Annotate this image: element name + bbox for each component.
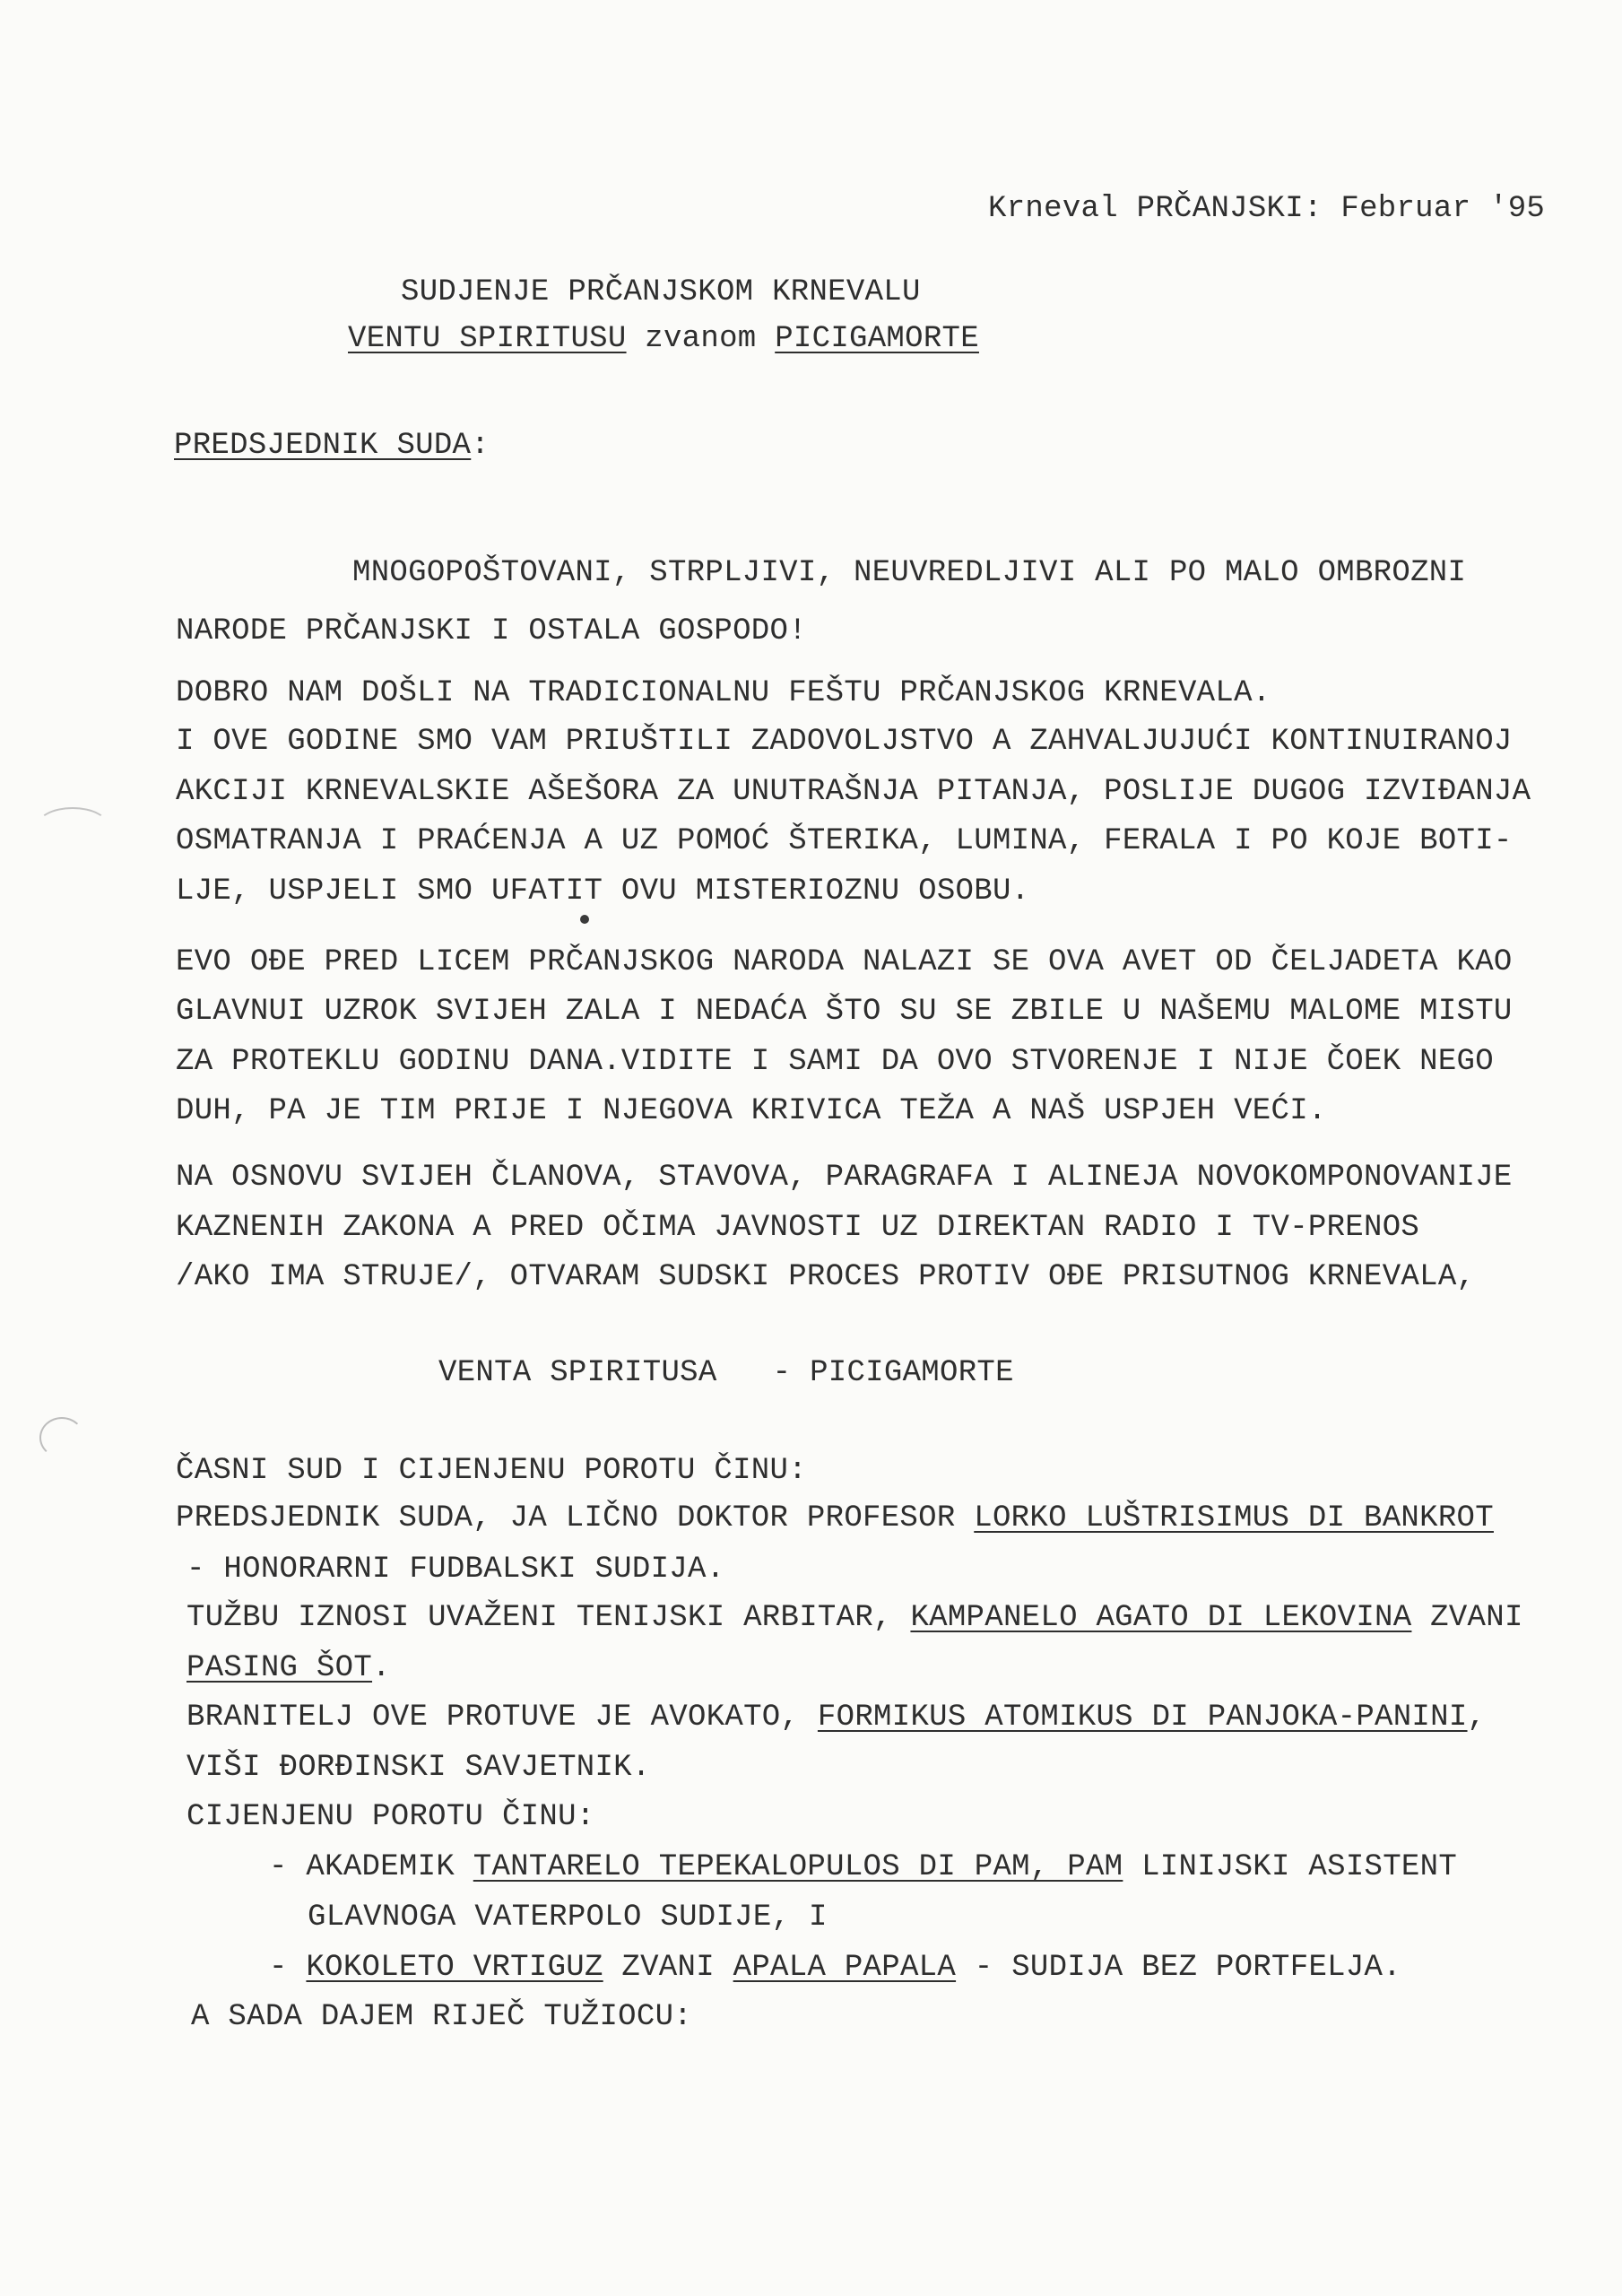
para3-line-1: EVO OĐE PRED LICEM PRČANJSKOG NARODA NALAZI SE OVA AVET OD ČELJADETA KAO xyxy=(176,945,1513,979)
court-heading: ČASNI SUD I CIJENJENU POROTU ČINU: xyxy=(176,1454,807,1488)
jury-member-1 xyxy=(269,1849,1457,1885)
title-connector: zvanom xyxy=(626,322,776,356)
prosecutor-alias-end: . xyxy=(372,1651,391,1685)
margin-punch-mark xyxy=(39,1417,84,1458)
para2-line-4: OSMATRANJA I PRAĆENJA A UZ POMOĆ ŠTERIKA, LUMINA, FERALA I PO KOJE BOTI- xyxy=(176,824,1513,858)
jury-member-2 xyxy=(269,1950,1401,1986)
speaker-colon: : xyxy=(471,429,490,463)
defender-comma: , xyxy=(1467,1700,1487,1735)
prosecutor-alias: PASING ŠOT xyxy=(186,1651,373,1685)
prosecutor-name: KAMPANELO AGATO DI LEKOVINA xyxy=(910,1601,1412,1635)
margin-punch-mark xyxy=(36,807,109,847)
defender-name: FORMIKUS ATOMIKUS DI PANJOKA-PANINI xyxy=(817,1700,1468,1735)
jury-member-1-cont: GLAVNOGA VATERPOLO SUDIJE, I xyxy=(308,1900,828,1935)
jury1-name: TANTARELO TEPEKALOPULOS DI PAM, PAM xyxy=(473,1850,1123,1884)
para4-line-1: NA OSNOVU SVIJEH ČLANOVA, STAVOVA, PARAGRAFA I ALINEJA NOVOKOMPONOVANIJE xyxy=(176,1161,1513,1195)
para4-line-2: KAZNENIH ZAKONA A PRED OČIMA JAVNOSTI UZ DIREKTAN RADIO I TV-PRENOS xyxy=(176,1211,1420,1245)
ink-dot xyxy=(580,915,589,924)
jury2-dash: - xyxy=(269,1951,307,1985)
jury1-intro: - AKADEMIK xyxy=(269,1850,473,1884)
jury-heading: CIJENJENU POROTU ČINU: xyxy=(186,1800,595,1834)
title-line-1: SUDJENJE PRČANJSKOM KRNEVALU xyxy=(401,275,921,309)
title-alias: PICIGAMORTE xyxy=(775,322,979,356)
prosecutor-intro: TUŽBU IZNOSI UVAŽENI TENIJSKI ARBITAR, xyxy=(186,1601,911,1635)
title-line-2 xyxy=(348,321,979,357)
dateline: Krneval PRČANJSKI: Februar '95 xyxy=(988,192,1546,226)
court-president xyxy=(176,1500,1494,1536)
title-name: VENTU SPIRITUSU xyxy=(348,322,627,356)
speaker-label xyxy=(174,428,490,464)
court-prosecutor-alias xyxy=(186,1650,391,1686)
prosecutor-zvani: ZVANI xyxy=(1411,1601,1523,1635)
jury2-role: - SUDIJA BEZ PORTFELJA. xyxy=(956,1951,1401,1985)
para3-line-3: ZA PROTEKLU GODINU DANA.VIDITE I SAMI DA OVO STVORENJE I NIJE ČOEK NEGO xyxy=(176,1045,1494,1079)
para2-line-1: DOBRO NAM DOŠLI NA TRADICIONALNU FEŠTU PRČANJSKOG KRNEVALA. xyxy=(176,676,1271,710)
defender-intro: BRANITELJ OVE PROTUVE JE AVOKATO, xyxy=(186,1700,818,1735)
para2-line-3: AKCIJI KRNEVALSKIE AŠEŠORA ZA UNUTRAŠNJA PITANJA, POSLIJE DUGOG IZVIĐANJA xyxy=(176,775,1531,809)
president-name: LORKO LUŠTRISIMUS DI BANKROT xyxy=(974,1501,1494,1535)
defendant-line: VENTA SPIRITUSA - PICIGAMORTE xyxy=(438,1356,1014,1390)
para2-line-2: I OVE GODINE SMO VAM PRIUŠTILI ZADOVOLJSTVO A ZAHVALJUJUĆI KONTINUIRANOJ xyxy=(176,725,1513,759)
para2-line-5: LJE, USPJELI SMO UFATIT OVU MISTERIOZNU OSOBU. xyxy=(176,874,1030,909)
court-defender xyxy=(186,1700,1486,1735)
jury2-alias: APALA PAPALA xyxy=(733,1951,957,1985)
para1-line-2: NARODE PRČANJSKI I OSTALA GOSPODO! xyxy=(176,614,807,648)
court-prosecutor xyxy=(186,1600,1523,1636)
court-president-role: - HONORARNI FUDBALSKI SUDIJA. xyxy=(186,1552,725,1587)
para4-line-3: /AKO IMA STRUJE/, OTVARAM SUDSKI PROCES PROTIV OĐE PRISUTNOG KRNEVALA, xyxy=(176,1260,1476,1294)
closing-line: A SADA DAJEM RIJEČ TUŽIOCU: xyxy=(191,2000,692,2034)
jury2-name: KOKOLETO VRTIGUZ xyxy=(306,1951,603,1985)
jury1-role: LINIJSKI ASISTENT xyxy=(1123,1850,1458,1884)
para3-line-2: GLAVNUI UZROK SVIJEH ZALA I NEDAĆA ŠTO SU SE ZBILE U NAŠEMU MALOME MISTU xyxy=(176,995,1513,1029)
para1-line-1: MNOGOPOŠTOVANI, STRPLJIVI, NEUVREDLJIVI ALI PO MALO OMBROZNI xyxy=(352,556,1467,590)
speaker-name: PREDSJEDNIK SUDA xyxy=(174,429,472,463)
para3-line-4: DUH, PA JE TIM PRIJE I NJEGOVA KRIVICA TEŽA A NAŠ USPJEH VEĆI. xyxy=(176,1094,1327,1128)
president-intro: PREDSJEDNIK SUDA, JA LIČNO DOKTOR PROFESOR xyxy=(176,1501,975,1535)
jury2-zvani: ZVANI xyxy=(603,1951,733,1985)
court-defender-role: VIŠI ĐORĐINSKI SAVJETNIK. xyxy=(186,1751,651,1785)
